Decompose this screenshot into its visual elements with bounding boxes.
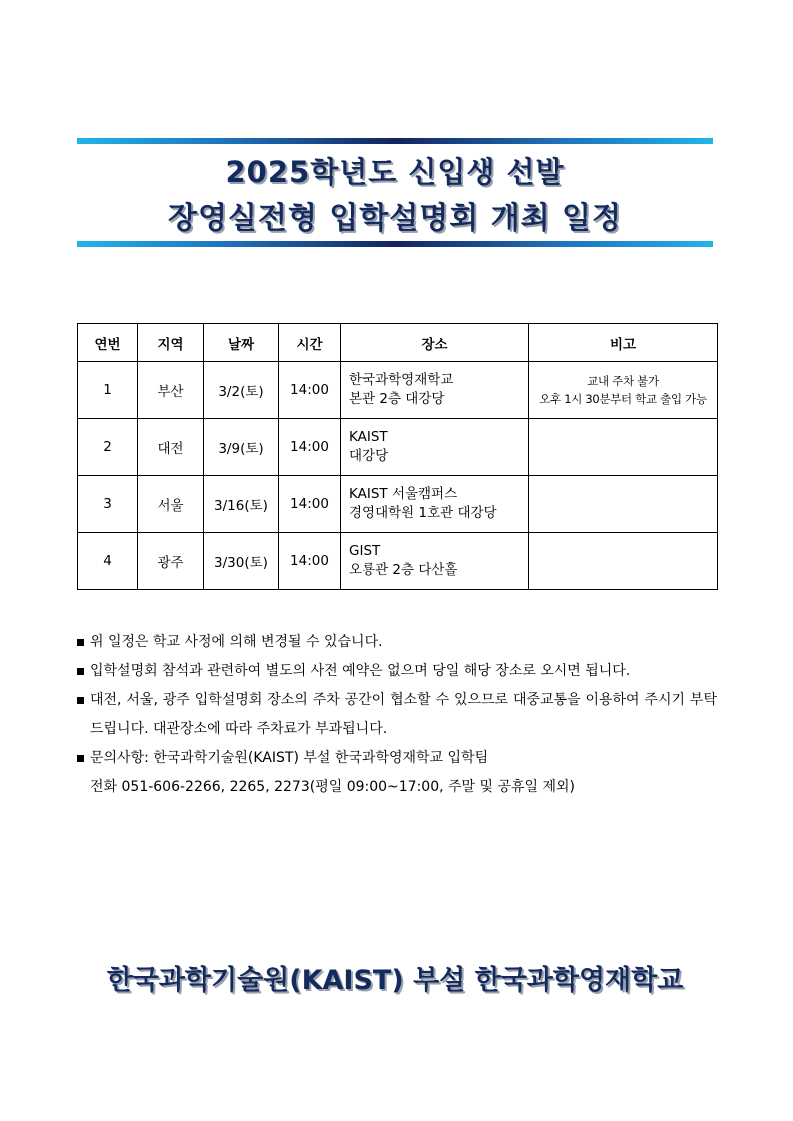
cell-time: 14:00 xyxy=(279,476,341,533)
venue-line1: KAIST xyxy=(349,429,388,445)
cell-note xyxy=(529,419,718,476)
cell-no: 3 xyxy=(78,476,138,533)
cell-time: 14:00 xyxy=(279,419,341,476)
cell-region: 서울 xyxy=(138,476,204,533)
cell-date: 3/30(토) xyxy=(204,533,279,590)
cell-venue xyxy=(341,419,529,476)
venue-line1: KAIST 서울캠퍼스 xyxy=(349,486,458,502)
notice-list xyxy=(77,628,717,802)
cell-venue xyxy=(341,476,529,533)
cell-date: 3/9(토) xyxy=(204,419,279,476)
notice-item xyxy=(77,628,717,657)
notice-item xyxy=(77,686,717,744)
cell-region: 대전 xyxy=(138,419,204,476)
header-no: 연번 xyxy=(78,324,138,362)
notice-item xyxy=(77,657,717,686)
cell-venue xyxy=(341,533,529,590)
page-title-line1: 2025학년도 신입생 선발 xyxy=(225,155,565,189)
cell-note xyxy=(529,533,718,590)
square-bullet-icon xyxy=(77,755,84,762)
cell-no: 4 xyxy=(78,533,138,590)
cell-time: 14:00 xyxy=(279,533,341,590)
venue-line1: 한국과학영재학교 xyxy=(349,372,454,388)
header-note: 비고 xyxy=(529,324,718,362)
header-region: 지역 xyxy=(138,324,204,362)
square-bullet-icon xyxy=(77,697,84,704)
cell-date: 3/2(토) xyxy=(204,362,279,419)
notice-text: 대전, 서울, 광주 입학설명회 장소의 주차 공간이 협소할 수 있으므로 대중교통을 이용하여 주시기 부탁드립니다. 대관장소에 따라 주차료가 부과됩니다. xyxy=(90,692,717,737)
cell-date: 3/16(토) xyxy=(204,476,279,533)
venue-line2: 본관 2층 대강당 xyxy=(349,391,445,407)
cell-note xyxy=(529,362,718,419)
notice-text: 위 일정은 학교 사정에 의해 변경될 수 있습니다. xyxy=(90,634,383,650)
table-row xyxy=(78,362,718,419)
header-venue: 장소 xyxy=(341,324,529,362)
table-row xyxy=(78,419,718,476)
cell-region: 부산 xyxy=(138,362,204,419)
footer-institution: 한국과학기술원(KAIST) 부설 한국과학영재학교 xyxy=(106,965,684,996)
contact-phone: 전화 051-606-2266, 2265, 2273(평일 09:00~17:00, 주말 및 공휴일 제외) xyxy=(90,779,576,795)
note-line2: 오후 1시 30분부터 학교 출입 가능 xyxy=(539,392,707,406)
title-top-rule xyxy=(77,138,713,144)
note-line1: 교내 주차 불가 xyxy=(587,374,659,388)
table-header-row xyxy=(78,324,718,362)
venue-line1: GIST xyxy=(349,543,381,559)
table-row xyxy=(78,476,718,533)
venue-line2: 대강당 xyxy=(349,448,389,464)
venue-line2: 오룡관 2층 다산홀 xyxy=(349,562,458,578)
contact-text: 문의사항: 한국과학기술원(KAIST) 부설 한국과학영재학교 입학팀 xyxy=(90,750,489,766)
table-row xyxy=(78,533,718,590)
page-title-line2: 장영실전형 입학설명회 개최 일정 xyxy=(167,201,623,236)
square-bullet-icon xyxy=(77,639,84,646)
title-bottom-rule xyxy=(77,241,713,247)
cell-venue xyxy=(341,362,529,419)
cell-region: 광주 xyxy=(138,533,204,590)
cell-no: 1 xyxy=(78,362,138,419)
cell-note xyxy=(529,476,718,533)
schedule-table xyxy=(77,323,718,590)
cell-no: 2 xyxy=(78,419,138,476)
square-bullet-icon xyxy=(77,668,84,675)
notice-text: 입학설명회 참석과 관련하여 별도의 사전 예약은 없으며 당일 해당 장소로 오시면 됩니다. xyxy=(90,663,631,679)
header-time: 시간 xyxy=(279,324,341,362)
cell-time: 14:00 xyxy=(279,362,341,419)
venue-line2: 경영대학원 1호관 대강당 xyxy=(349,505,497,521)
header-date: 날짜 xyxy=(204,324,279,362)
notice-item xyxy=(77,744,717,802)
